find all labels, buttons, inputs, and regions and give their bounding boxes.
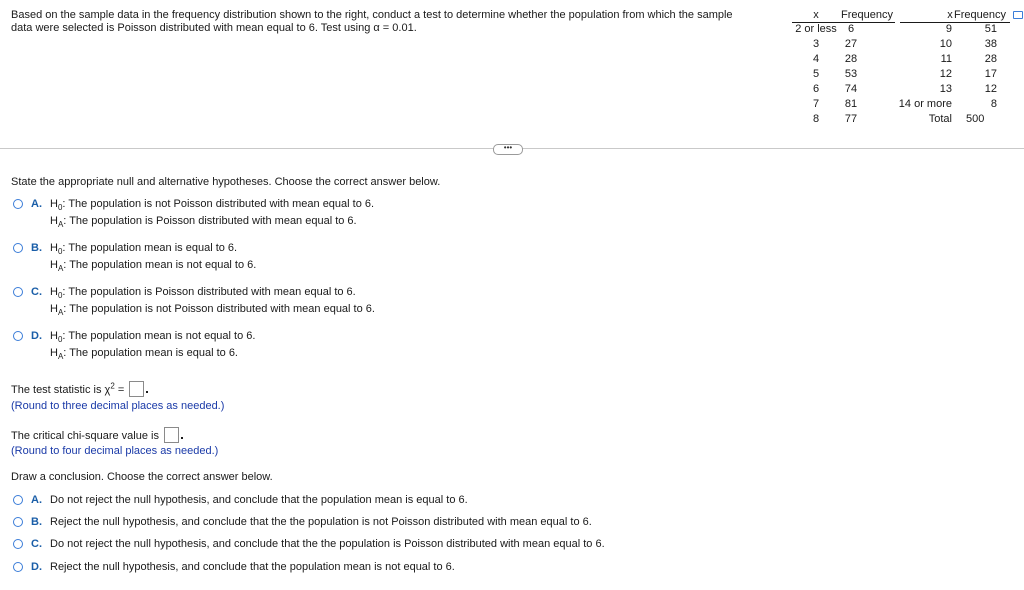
table-row-frequency: 12 xyxy=(984,83,997,95)
option-letter: B. xyxy=(31,516,42,528)
test-statistic-input[interactable] xyxy=(129,381,144,397)
conclusion-prompt: Draw a conclusion. Choose the correct answer below. xyxy=(11,471,273,483)
expand-table-icon[interactable] xyxy=(1013,11,1023,19)
radio-button-icon[interactable] xyxy=(13,243,23,253)
table-row-x: 10 xyxy=(939,38,952,50)
table-header-x-left: x xyxy=(813,9,819,21)
table-row-frequency: 28 xyxy=(984,53,997,65)
table-row-x: 13 xyxy=(939,83,952,95)
null-hypothesis: $H_0$: The population is not Poisson distributed with mean equal to 6. xyxy=(50,198,375,212)
null-hypothesis: $H_0$: The population is Poisson distributed with mean equal to 6. xyxy=(50,286,356,300)
table-row-x: 2 or less xyxy=(795,23,837,35)
table-row-frequency: 81 xyxy=(844,98,858,110)
null-hypothesis: $H_0$: The population mean is not equal to 6. xyxy=(50,330,256,344)
table-row-frequency: 74 xyxy=(844,83,858,95)
more-options-button[interactable]: ••• xyxy=(493,144,523,155)
table-row-frequency: 27 xyxy=(844,38,858,50)
option-letter: D. xyxy=(31,330,42,342)
critical-value-hint: (Round to four decimal places as needed.) xyxy=(11,445,219,457)
table-row-x: 5 xyxy=(812,68,820,80)
null-hypothesis: $H_0$: The population mean is equal to 6. xyxy=(50,242,238,256)
radio-button-icon[interactable] xyxy=(13,517,23,527)
table-row-frequency: 8 xyxy=(990,98,997,110)
equals-sign: = xyxy=(114,384,128,396)
conclusion-text: Reject the null hypothesis, and conclude that the population mean is not equal to 6. xyxy=(50,561,455,573)
table-row-frequency: 28 xyxy=(844,53,858,65)
radio-button-icon[interactable] xyxy=(13,539,23,549)
conclusion-text: Do not reject the null hypothesis, and conclude that the population mean is equal to 6. xyxy=(50,494,468,506)
test-statistic-row xyxy=(11,381,148,397)
critical-value-input[interactable] xyxy=(164,427,179,443)
test-statistic-label: The test statistic is χ xyxy=(11,384,111,396)
table-row-frequency: 38 xyxy=(984,38,997,50)
option-letter: C. xyxy=(31,286,42,298)
test-statistic-hint: (Round to three decimal places as needed.) xyxy=(11,400,225,412)
radio-button-icon[interactable] xyxy=(13,287,23,297)
option-letter: A. xyxy=(31,198,42,210)
table-row-frequency: 51 xyxy=(984,23,997,35)
table-row-frequency: 17 xyxy=(984,68,997,80)
critical-value-label: The critical chi-square value is xyxy=(11,430,163,442)
table-header-frequency-left: Frequency xyxy=(841,9,893,21)
chi-square-superscript: 2 xyxy=(110,381,115,391)
table-row-frequency: 77 xyxy=(844,113,858,125)
radio-button-icon[interactable] xyxy=(13,331,23,341)
table-row-frequency: 6 xyxy=(847,23,855,35)
critical-value-row xyxy=(11,427,183,443)
table-header-x-right: x xyxy=(947,9,953,21)
problem-line-2: data were selected is Poisson distributed with mean equal to 6. Test using α = 0.01. xyxy=(11,22,417,34)
conclusion-text: Do not reject the null hypothesis, and conclude that the the population is Poisson distributed with mean equal to 6. xyxy=(50,538,605,550)
problem-line-1: Based on the sample data in the frequency distribution shown to the right, conduct a test to determine whether the population from which the sample xyxy=(11,9,733,21)
conclusion-text: Reject the null hypothesis, and conclude that the the population is not Poisson distributed with mean equal to 6. xyxy=(50,516,592,528)
hypotheses-prompt: State the appropriate null and alternative hypotheses. Choose the correct answer below. xyxy=(11,176,441,188)
alternative-hypothesis: $H_A$: The population mean is not equal to 6. xyxy=(50,259,257,273)
option-letter: A. xyxy=(31,494,42,506)
table-row-x: 3 xyxy=(812,38,820,50)
radio-button-icon[interactable] xyxy=(13,199,23,209)
table-row-x: 11 xyxy=(940,53,952,65)
option-letter: D. xyxy=(31,561,42,573)
table-row-x: 9 xyxy=(945,23,952,35)
radio-button-icon[interactable] xyxy=(13,562,23,572)
table-total-label: Total xyxy=(928,113,952,125)
table-row-x: 8 xyxy=(812,113,820,125)
table-row-x: 6 xyxy=(812,83,820,95)
table-header-frequency-right: Frequency xyxy=(954,9,1006,21)
option-letter: B. xyxy=(31,242,42,254)
table-total-value: 500 xyxy=(966,113,985,125)
table-row-x: 12 xyxy=(939,68,952,80)
problem-statement xyxy=(11,9,781,35)
table-row-frequency: 53 xyxy=(844,68,858,80)
table-row-x: 14 or more xyxy=(898,98,952,110)
alternative-hypothesis: $H_A$: The population mean is equal to 6. xyxy=(50,347,238,361)
option-letter: C. xyxy=(31,538,42,550)
table-row-x: 7 xyxy=(812,98,820,110)
alternative-hypothesis: $H_A$: The population is Poisson distributed with mean equal to 6. xyxy=(50,215,357,229)
radio-button-icon[interactable] xyxy=(13,495,23,505)
table-row-x: 4 xyxy=(812,53,820,65)
alternative-hypothesis: $H_A$: The population is not Poisson distributed with mean equal to 6. xyxy=(50,303,375,317)
